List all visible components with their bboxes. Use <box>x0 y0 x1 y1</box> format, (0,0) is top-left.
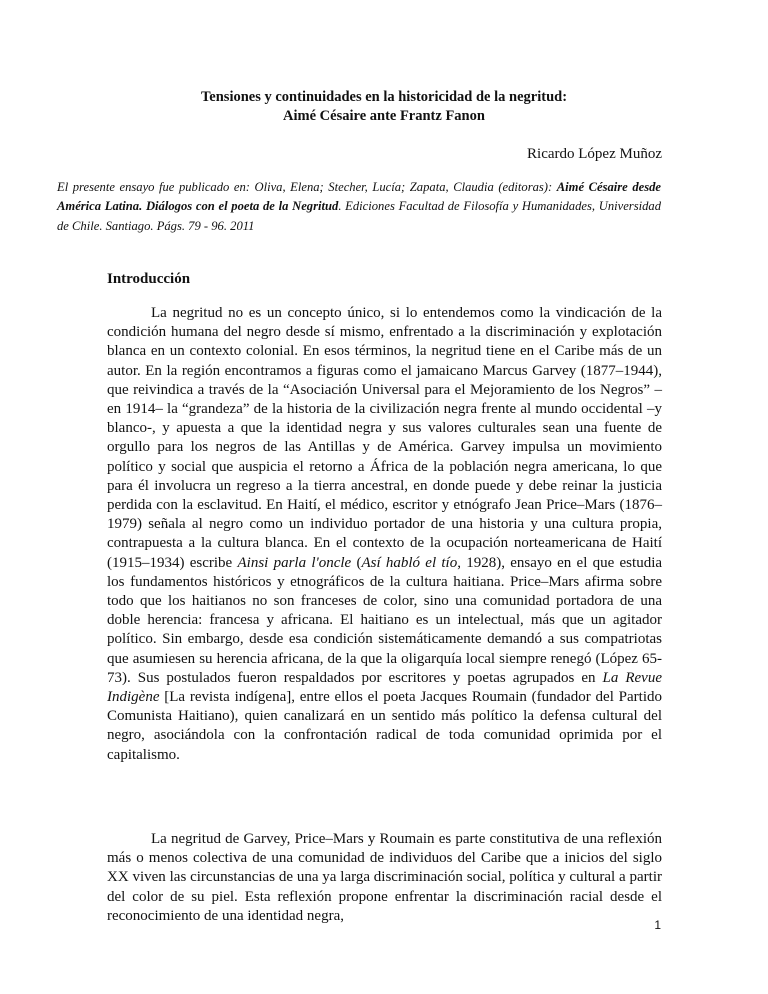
p1-part-1: La negritud no es un concepto único, si lo entendemos como la vindicación de la condición humana del negro desde sí mismo, enfrentado a la discriminación y explotación blanca en un contexto colonial. En esos términos, la negritud tiene en el Caribe más de un autor. En la región encontramos a figuras como el jamaicano Marcus Garvey (1877–1944), que reivindica a través de la “Asociación Universal para el Mejoramiento de los Negros” –en 1914– la “grandeza” de la historia de la civilización negra frente al mundo occidental –y blanco-, y apuesta a que la identidad negra y sus valores culturales sean una fuente de orgullo para los negros de las Antillas y de América. Garvey impulsa un movimiento político y social que auspicia el retorno a África de la población negra americana, lo que para él involucra un regreso a la tierra ancestral, en donde puede y debe reinar la justicia perdida con la esclavitud. En Haití, el médico, escritor y etnógrafo Jean Price–Mars (1876–1979) señala al negro como un individuo portador de una historia y una cultura propia, contrapuesta a la cultura blanca. En el contexto de la ocupación norteamericana de Haití (1915–1934) escribe <box>107 305 662 571</box>
author-name: Ricardo López Muñoz <box>527 146 662 162</box>
body-paragraph-2: La negritud de Garvey, Price–Mars y Roumain es parte constitutiva de una reflexión más o menos colectiva de una comunidad de individuos del Caribe que a inicios del siglo XX viven las circunstancias de una ya larga discriminación social, política y cultural a partir del color de su piel. Esta reflexión propone enfrentar la discriminación racial desde el reconocimiento de una identidad negra, <box>107 831 662 924</box>
p1-part-2: ( <box>351 554 362 571</box>
p1-italic-2: Así habló el tío <box>361 554 458 571</box>
section-heading: Introducción <box>107 271 191 287</box>
page-number: 1 <box>654 918 661 932</box>
publication-note <box>57 178 661 236</box>
p1-italic-1: Ainsi parla l'oncle <box>237 554 352 571</box>
document-title <box>60 88 708 126</box>
title-line-1: Tensiones y continuidades en la historicidad de la negritud: <box>200 89 568 105</box>
p1-part-4: [La revista indígena], entre ellos el poeta Jacques Roumain (fundador del Partido Comunista Haitiano), quien canalizará en un sentido más político la defensa cultural del negro, asociándola con la confrontación radical de toda comunidad oprimida por el capitalismo. <box>107 689 662 763</box>
body-paragraph-1 <box>107 304 662 765</box>
note-suffix: . Ediciones Facultad de Filosofía y Humanidades, Universidad de Chile. Santiago. Págs. 79 - 96. 2011 <box>57 199 661 233</box>
p1-part-3: , 1928), ensayo en el que estudia los fundamentos históricos y etnográficos de la cultura haitiana. Price–Mars afirma sobre todo que los haitianos no son franceses de color, sino una comunidad portadora de una doble herencia: francesa y africana. El haitiano es un intelectual, más que un agitador político. Sin embargo, desde esa condición sistemáticamente demandó a sus compatriotas que asumiesen su herencia africana, de la que la oligarquía local siempre renegó (López 65-73). Sus postulados fueron respaldados por escritores y poetas agrupados en <box>107 554 663 686</box>
title-line-2: Aimé Césaire ante Frantz Fanon <box>283 108 485 124</box>
note-book-title: Aimé Césaire desde América Latina. Diálogos con el poeta de la Negritud <box>57 180 661 214</box>
p1-italic-3: La Revue Indigène <box>107 669 662 706</box>
note-prefix: El presente ensayo fue publicado en: Oliva, Elena; Stecher, Lucía; Zapata, Claudia (editoras): <box>57 180 557 194</box>
